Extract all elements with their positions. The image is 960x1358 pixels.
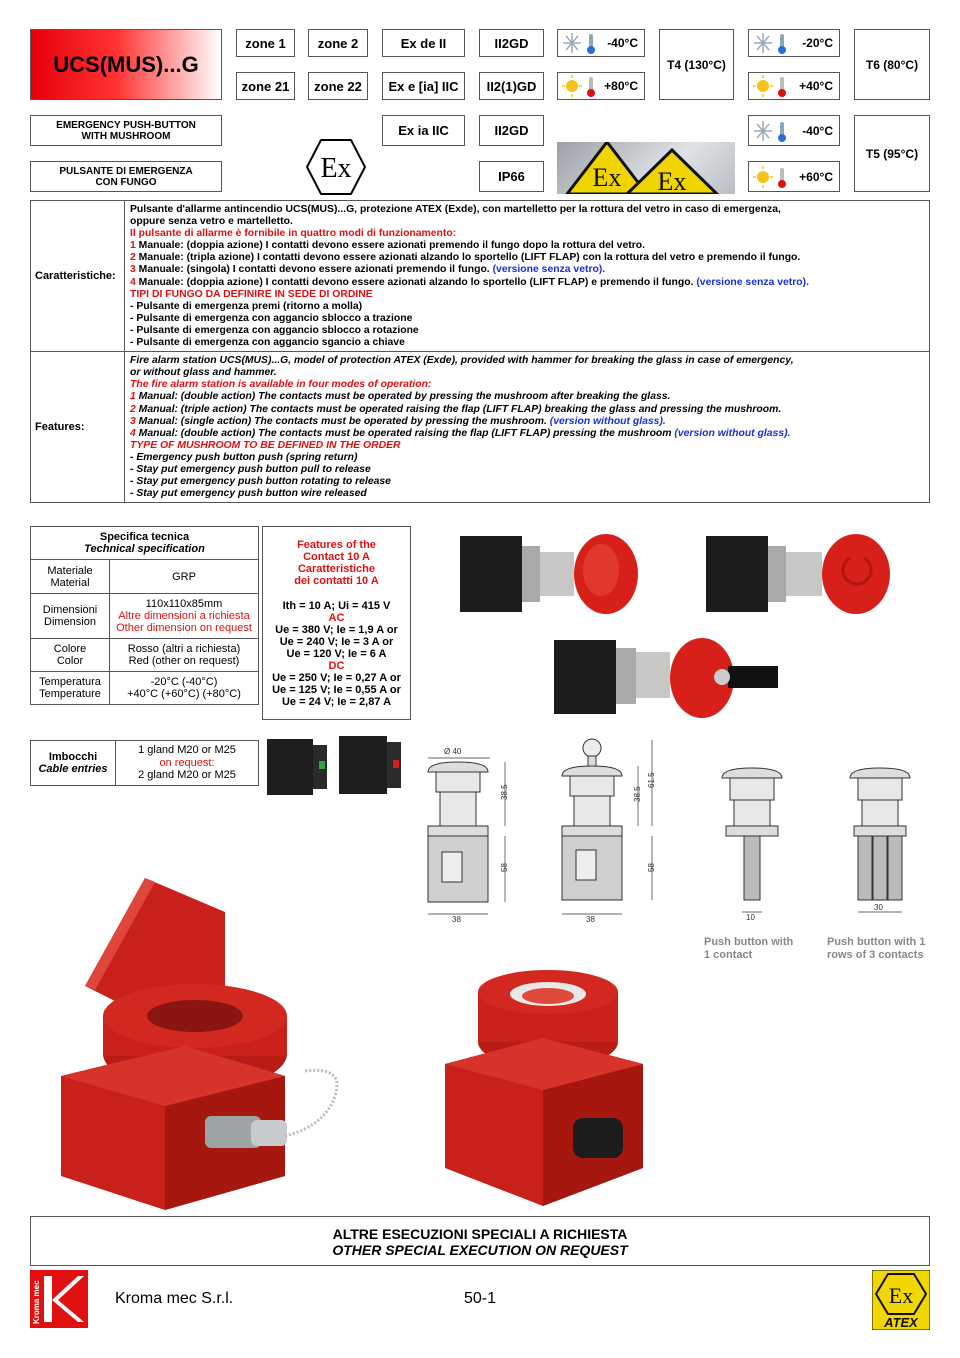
text-line: Il pulsante di allarme è fornibile in quattro modi di funzionamento: <box>130 228 457 240</box>
protection-box <box>479 72 544 100</box>
technical-drawing-key <box>548 736 668 927</box>
dim-label: 10 <box>746 913 755 922</box>
mode-number: 4 <box>130 427 136 439</box>
contact-line: Ue = 120 V; Ie = 6 A <box>286 648 387 660</box>
label-en: Color <box>56 655 84 667</box>
contact-block-photo <box>265 735 329 799</box>
mode-note: (versione senza vetro). <box>492 264 606 276</box>
mode-note: (version without glass). <box>549 415 666 427</box>
ex-logo-text: Ex <box>320 153 352 184</box>
mode-number: 1 <box>130 240 136 252</box>
text-line <box>130 391 924 403</box>
text-line: - Stay put emergency push button rotating to release <box>130 476 391 488</box>
temp-max-box <box>557 72 645 100</box>
mode-number: 2 <box>130 252 136 264</box>
temp-class: T4 (130°C) <box>667 57 726 72</box>
protection-box <box>382 72 465 100</box>
spec-label <box>31 594 110 639</box>
dim-label: 61.5 <box>647 772 656 788</box>
cable-entries-value <box>116 741 258 785</box>
temp-value: +40°C <box>799 79 833 93</box>
temp-value: -40°C <box>607 36 638 50</box>
spec-value <box>110 639 259 672</box>
spec-header <box>31 527 259 560</box>
company-name: Kroma mec S.r.l. <box>115 1290 234 1307</box>
dim-label: 58 <box>647 863 656 872</box>
text-line: - Pulsante di emergenza con aggancio sblocco a trazione <box>130 312 413 324</box>
text-line: - Pulsante di emergenza premi (ritorno a molla) <box>130 300 363 312</box>
product-title: UCS(MUS)...G <box>53 51 199 77</box>
contact-line: Ue = 24 V; Ie = 2,87 A <box>281 696 392 708</box>
dim-label: 38 <box>452 915 461 924</box>
zone-label: zone 1 <box>245 35 286 51</box>
ex-sign-text: Ex <box>657 167 687 194</box>
features-row <box>31 352 930 503</box>
protection-box <box>479 29 544 57</box>
text-line: TIPI DI FUNGO DA DEFINIRE IN SEDE DI ORDINE <box>130 288 373 300</box>
contact-heading: Caratteristiche <box>297 563 376 575</box>
value-line: +40°C (+60°C) (+80°C) <box>127 688 241 700</box>
contact-features-box <box>262 526 411 720</box>
caption-line: rows of 3 contacts <box>827 949 924 961</box>
spec-value <box>110 594 259 639</box>
product-name-it <box>30 161 222 192</box>
temp-class: T6 (80°C) <box>865 57 919 72</box>
value-line: -20°C (-40°C) <box>150 676 218 688</box>
caratteristiche-text <box>125 201 930 352</box>
zone-22-box <box>308 72 368 100</box>
temp-min-box <box>748 115 840 146</box>
spec-row-color <box>31 639 259 672</box>
drawing-caption-1 <box>704 936 814 962</box>
features-text <box>125 352 930 503</box>
text-line: - Stay put emergency push button pull to release <box>130 463 371 475</box>
cable-entries-box <box>30 740 259 786</box>
protection-label: II2GD <box>494 35 529 51</box>
temp-value: -20°C <box>802 36 833 50</box>
spec-label <box>31 560 110 594</box>
mode-text: Manuale: (doppia azione) I contatti devono essere azionati alzando lo sportello (LIFT FLAP) e premendo il fungo. <box>135 276 697 288</box>
value-line: 1 gland M20 or M25 <box>138 744 236 757</box>
text-line: TYPE OF MUSHROOM TO BE DEFINED IN THE ORDER <box>130 439 401 451</box>
zone-label: zone 21 <box>241 78 290 94</box>
contact-dc-label: DC <box>328 660 345 672</box>
text-line <box>130 264 924 276</box>
contact-line: Ue = 250 V; Ie = 0,27 A or <box>272 672 401 684</box>
contact-ac-label: AC <box>328 612 345 624</box>
mode-text: Manual: (single action) The contacts must be operated by pressing the mushroom. <box>135 415 550 427</box>
page-number: 50-1 <box>464 1290 497 1307</box>
product-title-box <box>30 29 222 100</box>
value-line: 110x110x85mm <box>145 598 223 610</box>
protection-label: Ex de II <box>400 35 447 51</box>
text-line: Pulsante d'allarme antincendio UCS(MUS)...G, protezione ATEX (Exde), con martelletto per la rottura del vetro in caso di emergenza, <box>130 204 781 215</box>
drawing-caption-2 <box>827 936 937 962</box>
sun-thermometer-icon <box>753 74 789 98</box>
atex-ex-text: Ex <box>888 1283 914 1308</box>
zone-label: zone 2 <box>317 35 359 51</box>
special-execution-box <box>30 1216 930 1266</box>
mode-text: Manual: (double action) The contacts must be operated raising the flap (LIFT FLAP) pressing the mushroom <box>135 427 675 439</box>
zone-1-box <box>236 29 295 57</box>
mode-note: (version without glass). <box>674 427 791 439</box>
spec-header-en: Technical specification <box>84 543 205 555</box>
dim-label: 30 <box>874 903 883 912</box>
ip-rating-box <box>479 161 544 192</box>
text-line <box>130 277 924 289</box>
contact-heading: Contact 10 A <box>303 551 370 563</box>
mode-text: Manual: (triple action) The contacts must be operated raising the flap (LIFT FLAP) breaking the glass and pressing the mushroom. <box>135 403 782 415</box>
value-line: Other dimension on request <box>116 622 252 634</box>
protection-label: II2GD <box>494 123 529 138</box>
features-label: Features: <box>31 352 125 503</box>
mode-number: 1 <box>130 391 136 403</box>
caption-line: 1 contact <box>704 949 753 961</box>
ex-sign-text: Ex <box>592 163 622 192</box>
text-line: The fire alarm station is available in four modes of operation: <box>130 379 432 391</box>
mode-note: (versione senza vetro). <box>696 276 809 288</box>
spec-row-dimension <box>31 594 259 639</box>
text-line: - Pulsante di emergenza con aggancio sgancio a chiave <box>130 337 405 349</box>
dim-label: 38.5 <box>633 786 642 802</box>
mode-text: Manuale: (singola) I contatti devono essere azionati premendo il fungo. <box>135 264 493 276</box>
atex-text: ATEX <box>884 1315 918 1330</box>
label-it: Temperatura <box>39 676 101 688</box>
value-line: Rosso (altri a richiesta) <box>127 643 241 655</box>
technical-drawing-1-contact <box>712 764 786 928</box>
temp-min-box <box>557 29 645 57</box>
protection-box <box>382 115 465 146</box>
kroma-mec-logo <box>30 1270 88 1328</box>
spec-table <box>30 526 259 705</box>
atex-logo <box>872 1270 930 1330</box>
temp-class-box <box>659 29 734 100</box>
temp-value: +80°C <box>604 79 638 93</box>
enclosure-photo-push <box>443 968 653 1208</box>
temp-max-box <box>748 72 840 100</box>
mode-number: 3 <box>130 264 136 276</box>
contact-heading: Features of the <box>297 539 376 551</box>
mode-number: 4 <box>130 276 136 288</box>
ex-signs-image <box>557 142 735 194</box>
mode-number: 2 <box>130 403 136 415</box>
technical-drawing-push <box>420 742 530 927</box>
temp-value: -40°C <box>802 123 833 138</box>
contact-line: Ue = 125 V; Ie = 0,55 A or <box>272 684 401 696</box>
mode-number: 3 <box>130 415 136 427</box>
contact-block-photo <box>337 732 405 798</box>
special-execution-en: OTHER SPECIAL EXECUTION ON REQUEST <box>332 1242 628 1258</box>
cable-entries-label <box>31 741 116 785</box>
mode-text: Manuale: (doppia azione) I contatti devono essere azionati premendo il fungo dopo la rottura del vetro. <box>135 240 645 252</box>
value-line: 2 gland M20 or M25 <box>138 769 236 782</box>
label-en: Material <box>50 576 90 589</box>
enclosure-photo-lift-flap <box>55 876 355 1210</box>
mode-text: Manuale: (tripla azione) I contatti devono essere azionati alzando lo sportello (LIFT FLAP) con la rottura del vetro e premendo il fungo. <box>135 252 801 264</box>
contact-heading: dei contatti 10 A <box>294 575 379 587</box>
protection-box <box>382 29 465 57</box>
caratteristiche-label: Caratteristiche: <box>31 201 125 352</box>
snowflake-thermometer-icon <box>753 119 789 143</box>
spec-header-row <box>31 527 259 560</box>
text-line: - Stay put emergency push button wire released <box>130 488 367 500</box>
zone-2-box <box>308 29 368 57</box>
temp-value: +60°C <box>799 169 833 184</box>
sun-thermometer-icon <box>753 165 789 189</box>
protection-box <box>479 115 544 146</box>
contact-line: Ith = 10 A; Ui = 415 V <box>282 600 391 612</box>
value-line: Red (other on request) <box>128 655 240 667</box>
product-name-en <box>30 115 222 146</box>
label-it: Dimensioni <box>42 604 98 616</box>
mushroom-key-button-photo <box>552 628 786 718</box>
text-line <box>130 404 924 416</box>
ex-logo <box>305 138 367 196</box>
temp-class-box <box>854 115 930 192</box>
dim-label: 58 <box>500 863 509 872</box>
description-table <box>30 200 930 503</box>
snowflake-thermometer-icon <box>562 31 598 55</box>
text-line: or without glass and hammer. <box>130 367 277 379</box>
logo-text: Kroma mec <box>32 1280 41 1324</box>
contact-line: Ue = 380 V; Ie = 1,9 A or <box>275 624 398 636</box>
temp-min-box <box>748 29 840 57</box>
text-line: oppure senza vetro e martelletto. <box>130 216 293 228</box>
dim-label: 38 <box>586 915 595 924</box>
protection-label: Ex e [ia] IIC <box>388 78 459 94</box>
protection-label: Ex ia IIC <box>398 123 449 138</box>
technical-drawing-3-contacts <box>844 764 918 928</box>
text-line: - Emergency push button push (spring return) <box>130 451 358 463</box>
sun-thermometer-icon <box>562 74 598 98</box>
text-line <box>130 428 924 440</box>
zone-21-box <box>236 72 295 100</box>
spec-label <box>31 639 110 672</box>
protection-label: II2(1)GD <box>486 78 537 94</box>
label-en: Cable entries <box>38 763 108 775</box>
text-line <box>130 416 924 428</box>
caratteristiche-row <box>31 201 930 352</box>
product-name-en-text: EMERGENCY PUSH-BUTTON WITH MUSHROOM <box>56 119 196 142</box>
temp-class: T5 (95°C) <box>865 146 919 161</box>
spec-row-material <box>31 560 259 594</box>
spec-header-it: Specifica tecnica <box>99 531 190 543</box>
value-line: Altre dimensioni a richiesta <box>118 610 250 622</box>
label-en: Dimension <box>44 616 96 628</box>
label-it: Colore <box>53 643 87 655</box>
dim-label: 38.5 <box>500 784 509 800</box>
caption-line: Push button with <box>704 936 794 948</box>
protection-label: IP66 <box>498 169 525 184</box>
special-execution-it: ALTRE ESECUZIONI SPECIALI A RICHIESTA <box>332 1226 628 1242</box>
mushroom-button-photo <box>456 528 646 618</box>
mode-text: Manual: (double action) The contacts must be operated by pressing the mushroom after breaking the glass. <box>135 391 671 403</box>
value-line: on request: <box>159 756 215 769</box>
label-en: Temperature <box>39 688 101 700</box>
temp-class-box <box>854 29 930 100</box>
text-line <box>130 240 924 252</box>
label-it: Materiale <box>47 564 93 577</box>
mushroom-button-photo <box>704 528 896 618</box>
product-name-it-text: PULSANTE DI EMERGENZA CON FUNGO <box>59 165 193 188</box>
caption-line: Push button with 1 <box>827 936 926 948</box>
spec-value <box>110 672 259 705</box>
label-it: Imbocchi <box>48 751 98 763</box>
text-line <box>130 252 924 264</box>
zone-label: zone 22 <box>314 78 362 94</box>
spec-label <box>31 672 110 705</box>
text-line: Fire alarm station UCS(MUS)...G, model of protection ATEX (Exde), provided with hammer for breaking the glass in case of emergency, <box>130 355 794 367</box>
text-line: - Pulsante di emergenza con aggancio sblocco a rotazione <box>130 324 419 336</box>
snowflake-thermometer-icon <box>753 31 789 55</box>
spec-value: GRP <box>110 560 259 594</box>
spec-row-temperature <box>31 672 259 705</box>
temp-max-box <box>748 161 840 192</box>
contact-line: Ue = 240 V; Ie = 3 A or <box>279 636 394 648</box>
dim-label: Ø 40 <box>444 747 462 756</box>
